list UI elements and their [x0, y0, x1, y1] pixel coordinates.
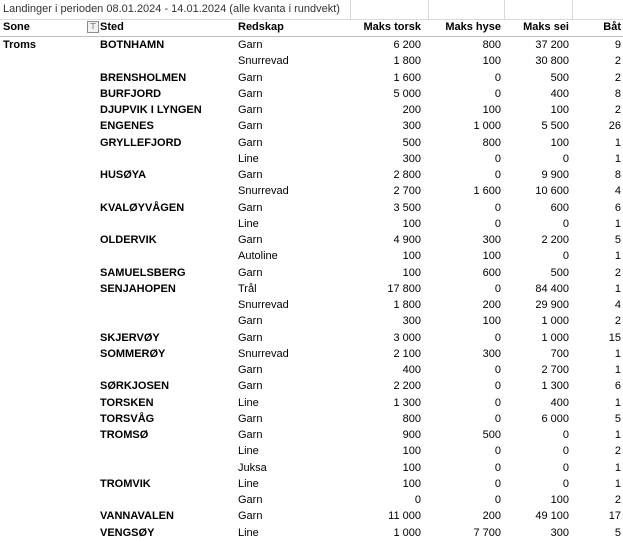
- sted-cell: SKJERVØY: [100, 331, 160, 344]
- redskap-cell: Line: [238, 396, 259, 409]
- bat-cell: 9: [614, 39, 621, 51]
- redskap-cell: Garn: [238, 71, 263, 84]
- bat-cell: 2: [614, 55, 621, 68]
- filter-icon[interactable]: ⊤: [87, 21, 99, 33]
- redskap-cell: Garn: [238, 315, 263, 328]
- bat-cell: 8: [614, 169, 621, 181]
- table-row: [0, 70, 623, 86]
- sted-cell: SAMUELSBERG: [100, 266, 186, 279]
- maks-torsk-cell: 0: [414, 494, 421, 506]
- maks-torsk-cell: 100: [402, 461, 421, 474]
- maks-hyse-cell: 800: [482, 39, 501, 51]
- bat-cell: 5: [614, 412, 621, 425]
- bat-cell: 1: [614, 461, 621, 474]
- maks-hyse-cell: 0: [494, 445, 501, 458]
- table-row: [0, 525, 623, 541]
- table-row: [0, 265, 623, 281]
- redskap-cell: Garn: [238, 104, 263, 116]
- bat-cell: 15: [608, 331, 621, 344]
- redskap-cell: Garn: [238, 136, 263, 149]
- table-row: [0, 330, 623, 346]
- table-row: [0, 492, 623, 508]
- table-row: [0, 411, 623, 427]
- table-row: [0, 508, 623, 524]
- table-row: [0, 135, 623, 151]
- maks-sei-cell: 100: [550, 494, 569, 506]
- maks-sei-cell: 6 000: [541, 412, 569, 425]
- redskap-cell: Garn: [238, 87, 263, 100]
- maks-torsk-cell: 2 800: [393, 169, 421, 181]
- maks-sei-cell: 2 700: [541, 364, 569, 376]
- maks-torsk-cell: 4 900: [393, 234, 421, 246]
- header-bat: Båt: [603, 21, 621, 33]
- maks-hyse-cell: 800: [482, 136, 501, 149]
- maks-torsk-cell: 1 600: [393, 71, 421, 84]
- maks-sei-cell: 400: [550, 87, 569, 100]
- maks-hyse-cell: 600: [482, 266, 501, 279]
- maks-torsk-cell: 100: [402, 250, 421, 263]
- header-maks-hyse: Maks hyse: [445, 21, 501, 33]
- header-sted: Sted: [100, 21, 124, 33]
- table-row: [0, 362, 623, 378]
- maks-torsk-cell: 300: [402, 315, 421, 328]
- cell-divider: [504, 0, 505, 19]
- table-row: [0, 395, 623, 411]
- maks-sei-cell: 30 800: [535, 55, 569, 68]
- maks-hyse-cell: 200: [482, 299, 501, 311]
- header-redskap: Redskap: [238, 21, 284, 33]
- header-sone: Sone: [3, 21, 30, 33]
- maks-sei-cell: 10 600: [535, 185, 569, 198]
- maks-sei-cell: 9 900: [541, 169, 569, 181]
- maks-sei-cell: 600: [550, 201, 569, 214]
- table-row: [0, 248, 623, 264]
- maks-sei-cell: 29 900: [535, 299, 569, 311]
- redskap-cell: Garn: [238, 266, 263, 279]
- sted-cell: OLDERVIK: [100, 234, 157, 246]
- table-row: [0, 167, 623, 183]
- cell-divider: [428, 0, 429, 19]
- bat-cell: 8: [614, 87, 621, 100]
- table-row: [0, 200, 623, 216]
- sted-cell: ENGENES: [100, 120, 154, 133]
- redskap-cell: Line: [238, 152, 259, 165]
- bat-cell: 1: [614, 136, 621, 149]
- table-row: [0, 346, 623, 362]
- maks-hyse-cell: 0: [494, 282, 501, 295]
- table-row: [0, 443, 623, 459]
- maks-torsk-cell: 1 800: [393, 299, 421, 311]
- bat-cell: 2: [614, 315, 621, 328]
- maks-torsk-cell: 100: [402, 217, 421, 230]
- sted-cell: VANNAVALEN: [100, 510, 174, 523]
- maks-sei-cell: 37 200: [535, 39, 569, 51]
- maks-sei-cell: 84 400: [535, 282, 569, 295]
- maks-hyse-cell: 0: [494, 152, 501, 165]
- redskap-cell: Snurrevad: [238, 55, 289, 68]
- sted-cell: SØRKJOSEN: [100, 380, 170, 393]
- redskap-cell: Garn: [238, 429, 263, 441]
- maks-sei-cell: 100: [550, 136, 569, 149]
- maks-torsk-cell: 800: [402, 412, 421, 425]
- table-row: [0, 232, 623, 248]
- maks-torsk-cell: 200: [402, 104, 421, 116]
- bat-cell: 26: [608, 120, 621, 133]
- maks-sei-cell: 1 000: [541, 331, 569, 344]
- maks-torsk-cell: 900: [402, 429, 421, 441]
- maks-torsk-cell: 1 800: [393, 55, 421, 68]
- maks-hyse-cell: 0: [494, 87, 501, 100]
- maks-sei-cell: 0: [562, 217, 569, 230]
- maks-sei-cell: 0: [562, 461, 569, 474]
- bat-cell: 2: [614, 494, 621, 506]
- maks-sei-cell: 0: [562, 429, 569, 441]
- bat-cell: 5: [614, 234, 621, 246]
- maks-hyse-cell: 0: [494, 461, 501, 474]
- maks-torsk-cell: 100: [402, 445, 421, 458]
- redskap-cell: Trål: [238, 282, 257, 295]
- bat-cell: 1: [614, 477, 621, 490]
- maks-sei-cell: 49 100: [535, 510, 569, 523]
- maks-sei-cell: 500: [550, 266, 569, 279]
- maks-torsk-cell: 100: [402, 266, 421, 279]
- redskap-cell: Garn: [238, 201, 263, 214]
- redskap-cell: Line: [238, 477, 259, 490]
- maks-hyse-cell: 100: [482, 104, 501, 116]
- bat-cell: 1: [614, 396, 621, 409]
- redskap-cell: Garn: [238, 510, 263, 523]
- sted-cell: TORSKEN: [100, 396, 154, 409]
- bat-cell: 2: [614, 104, 621, 116]
- redskap-cell: Garn: [238, 412, 263, 425]
- maks-sei-cell: 0: [562, 250, 569, 263]
- maks-hyse-cell: 0: [494, 169, 501, 181]
- table-row: [0, 427, 623, 443]
- maks-sei-cell: 2 200: [541, 234, 569, 246]
- redskap-cell: Line: [238, 217, 259, 230]
- maks-sei-cell: 5 500: [541, 120, 569, 133]
- maks-hyse-cell: 0: [494, 331, 501, 344]
- maks-torsk-cell: 11 000: [388, 510, 421, 523]
- redskap-cell: Garn: [238, 234, 263, 246]
- maks-hyse-cell: 0: [494, 396, 501, 409]
- maks-torsk-cell: 100: [402, 477, 421, 490]
- cell-divider: [350, 0, 351, 19]
- sted-cell: VENGSØY: [100, 526, 155, 539]
- maks-hyse-cell: 100: [482, 315, 501, 328]
- bat-cell: 1: [614, 250, 621, 263]
- table-row: [0, 281, 623, 297]
- sted-cell: KVALØYVÅGEN: [100, 201, 185, 214]
- redskap-cell: Autoline: [238, 250, 278, 263]
- maks-sei-cell: 1 300: [541, 380, 569, 393]
- sted-cell: BURFJORD: [100, 87, 162, 100]
- table-row: [0, 313, 623, 329]
- redskap-cell: Garn: [238, 364, 263, 376]
- sone-cell: Troms: [3, 39, 37, 51]
- redskap-cell: Garn: [238, 494, 263, 506]
- maks-sei-cell: 500: [550, 71, 569, 84]
- header-maks-sei: Maks sei: [523, 21, 569, 33]
- redskap-cell: Snurrevad: [238, 185, 289, 198]
- sted-cell: HUSØYA: [100, 169, 147, 181]
- table-row: [0, 378, 623, 394]
- sted-cell: TROMVIK: [100, 477, 151, 490]
- maks-hyse-cell: 0: [494, 477, 501, 490]
- maks-torsk-cell: 2 200: [393, 380, 421, 393]
- table-row: [0, 118, 623, 134]
- maks-torsk-cell: 3 500: [393, 201, 421, 214]
- maks-torsk-cell: 500: [402, 136, 421, 149]
- maks-hyse-cell: 0: [494, 412, 501, 425]
- maks-torsk-cell: 6 200: [393, 39, 421, 51]
- sted-cell: BRENSHOLMEN: [100, 71, 187, 84]
- maks-torsk-cell: 2 700: [393, 185, 421, 198]
- maks-hyse-cell: 0: [494, 217, 501, 230]
- maks-sei-cell: 0: [562, 152, 569, 165]
- bat-cell: 1: [614, 282, 621, 295]
- maks-hyse-cell: 200: [482, 510, 501, 523]
- redskap-cell: Juksa: [238, 461, 267, 474]
- sted-cell: TORSVÅG: [100, 412, 155, 425]
- maks-sei-cell: 400: [550, 396, 569, 409]
- maks-torsk-cell: 300: [402, 120, 421, 133]
- bat-cell: 6: [614, 201, 621, 214]
- redskap-cell: Line: [238, 445, 259, 458]
- maks-torsk-cell: 300: [402, 152, 421, 165]
- maks-sei-cell: 1 000: [541, 315, 569, 328]
- maks-torsk-cell: 400: [402, 364, 421, 376]
- redskap-cell: Garn: [238, 380, 263, 393]
- maks-torsk-cell: 3 000: [393, 331, 421, 344]
- redskap-cell: Line: [238, 526, 259, 539]
- bat-cell: 1: [614, 217, 621, 230]
- redskap-cell: Snurrevad: [238, 347, 289, 360]
- table-row: [0, 53, 623, 69]
- maks-hyse-cell: 300: [482, 347, 501, 360]
- redskap-cell: Garn: [238, 169, 263, 181]
- table-row: [0, 297, 623, 313]
- redskap-cell: Garn: [238, 39, 263, 51]
- bat-cell: 1: [614, 429, 621, 441]
- maks-hyse-cell: 300: [482, 234, 501, 246]
- report-title: Landinger i perioden 08.01.2024 - 14.01.2024 (alle kvanta i rundvekt): [3, 3, 340, 15]
- maks-torsk-cell: 1 300: [393, 396, 421, 409]
- table-row: [0, 183, 623, 199]
- table-row: [0, 151, 623, 167]
- cell-divider: [572, 0, 573, 19]
- maks-hyse-cell: 1 600: [473, 185, 501, 198]
- maks-sei-cell: 0: [562, 477, 569, 490]
- table-row: [0, 102, 623, 118]
- maks-hyse-cell: 0: [494, 364, 501, 376]
- table-row: [0, 216, 623, 232]
- table-row: [0, 37, 623, 53]
- maks-torsk-cell: 5 000: [393, 87, 421, 100]
- title-row: [0, 0, 623, 20]
- maks-torsk-cell: 2 100: [393, 347, 421, 360]
- table-row: [0, 86, 623, 102]
- bat-cell: 2: [614, 266, 621, 279]
- bat-cell: 4: [614, 185, 621, 198]
- table-row: [0, 460, 623, 476]
- table-row: [0, 476, 623, 492]
- maks-hyse-cell: 0: [494, 494, 501, 506]
- sted-cell: GRYLLEFJORD: [100, 136, 182, 149]
- maks-hyse-cell: 100: [482, 55, 501, 68]
- sted-cell: TROMSØ: [100, 429, 149, 441]
- bat-cell: 2: [614, 71, 621, 84]
- redskap-cell: Garn: [238, 331, 263, 344]
- redskap-cell: Snurrevad: [238, 299, 289, 311]
- maks-sei-cell: 700: [550, 347, 569, 360]
- maks-hyse-cell: 0: [494, 201, 501, 214]
- bat-cell: 4: [614, 299, 621, 311]
- bat-cell: 5: [614, 526, 621, 539]
- bat-cell: 1: [614, 347, 621, 360]
- sted-cell: SENJAHOPEN: [100, 282, 176, 295]
- sted-cell: BOTNHAMN: [100, 39, 165, 51]
- maks-hyse-cell: 500: [482, 429, 501, 441]
- bat-cell: 17: [608, 510, 621, 523]
- header-maks-torsk: Maks torsk: [363, 21, 421, 33]
- maks-torsk-cell: 1 000: [393, 526, 421, 539]
- maks-hyse-cell: 0: [494, 71, 501, 84]
- sted-cell: DJUPVIK I LYNGEN: [100, 104, 202, 116]
- maks-hyse-cell: 1 000: [473, 120, 501, 133]
- sted-cell: SOMMERØY: [100, 347, 166, 360]
- maks-sei-cell: 100: [550, 104, 569, 116]
- bat-cell: 2: [614, 445, 621, 458]
- maks-torsk-cell: 17 800: [387, 282, 421, 295]
- maks-sei-cell: 0: [562, 445, 569, 458]
- bat-cell: 1: [614, 152, 621, 165]
- bat-cell: 1: [614, 364, 621, 376]
- redskap-cell: Garn: [238, 120, 263, 133]
- maks-hyse-cell: 0: [494, 380, 501, 393]
- maks-hyse-cell: 100: [482, 250, 501, 263]
- bat-cell: 6: [614, 380, 621, 393]
- maks-hyse-cell: 7 700: [473, 526, 501, 539]
- maks-sei-cell: 300: [550, 526, 569, 539]
